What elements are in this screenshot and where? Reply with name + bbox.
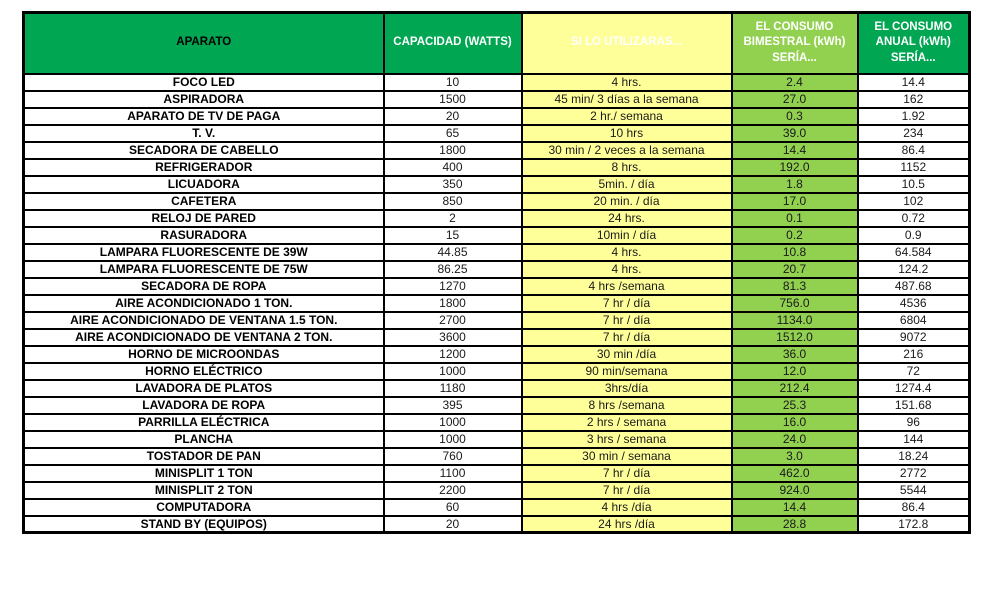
table-row [24, 295, 970, 312]
cell-aparato: LAVADORA DE ROPA [24, 397, 384, 414]
table-row [24, 91, 970, 108]
cell-uso: 4 hrs /semana [522, 278, 732, 295]
appliance-consumption-table [22, 11, 971, 534]
table-row [24, 312, 970, 329]
cell-aparato: MINISPLIT 2 TON [24, 482, 384, 499]
table-row [24, 176, 970, 193]
cell-consumo-bimestral: 81.3 [732, 278, 858, 295]
cell-aparato: COMPUTADORA [24, 499, 384, 516]
table-row [24, 380, 970, 397]
cell-capacidad-watts: 1800 [384, 142, 522, 159]
cell-uso: 3hrs/día [522, 380, 732, 397]
cell-consumo-anual: 162 [858, 91, 970, 108]
cell-consumo-anual: 102 [858, 193, 970, 210]
header-row [24, 13, 970, 74]
cell-consumo-anual: 216 [858, 346, 970, 363]
cell-consumo-anual: 5544 [858, 482, 970, 499]
cell-uso: 7 hr / día [522, 295, 732, 312]
cell-capacidad-watts: 60 [384, 499, 522, 516]
table-row [24, 159, 970, 176]
cell-uso: 5min. / día [522, 176, 732, 193]
cell-uso: 7 hr / día [522, 482, 732, 499]
cell-capacidad-watts: 350 [384, 176, 522, 193]
header-capacidad-watts: CAPACIDAD (WATTS) [384, 13, 522, 74]
cell-capacidad-watts: 1270 [384, 278, 522, 295]
cell-consumo-bimestral: 1134.0 [732, 312, 858, 329]
cell-consumo-bimestral: 12.0 [732, 363, 858, 380]
cell-aparato: STAND BY (EQUIPOS) [24, 516, 384, 533]
cell-aparato: TOSTADOR DE PAN [24, 448, 384, 465]
table-row [24, 329, 970, 346]
cell-uso: 10min / día [522, 227, 732, 244]
cell-consumo-anual: 487.68 [858, 278, 970, 295]
cell-aparato: MINISPLIT 1 TON [24, 465, 384, 482]
cell-capacidad-watts: 1200 [384, 346, 522, 363]
table-row [24, 210, 970, 227]
cell-aparato: LAMPARA FLUORESCENTE DE 75W [24, 261, 384, 278]
table-row [24, 448, 970, 465]
cell-uso: 7 hr / día [522, 312, 732, 329]
cell-consumo-bimestral: 17.0 [732, 193, 858, 210]
cell-capacidad-watts: 20 [384, 108, 522, 125]
cell-aparato: AIRE ACONDICIONADO DE VENTANA 2 TON. [24, 329, 384, 346]
cell-consumo-bimestral: 14.4 [732, 499, 858, 516]
cell-consumo-anual: 124.2 [858, 261, 970, 278]
cell-consumo-bimestral: 0.2 [732, 227, 858, 244]
table-row [24, 142, 970, 159]
cell-consumo-bimestral: 27.0 [732, 91, 858, 108]
table-row [24, 108, 970, 125]
cell-aparato: HORNO ELÉCTRICO [24, 363, 384, 380]
cell-uso: 4 hrs. [522, 261, 732, 278]
cell-consumo-bimestral: 16.0 [732, 414, 858, 431]
cell-capacidad-watts: 1000 [384, 414, 522, 431]
cell-uso: 24 hrs. [522, 210, 732, 227]
cell-capacidad-watts: 86.25 [384, 261, 522, 278]
cell-consumo-bimestral: 756.0 [732, 295, 858, 312]
cell-aparato: CAFETERA [24, 193, 384, 210]
cell-consumo-bimestral: 2.4 [732, 74, 858, 91]
cell-consumo-anual: 86.4 [858, 142, 970, 159]
cell-aparato: RELOJ DE PARED [24, 210, 384, 227]
cell-uso: 20 min. / día [522, 193, 732, 210]
cell-consumo-anual: 234 [858, 125, 970, 142]
cell-uso: 90 min/semana [522, 363, 732, 380]
cell-aparato: LICUADORA [24, 176, 384, 193]
cell-uso: 2 hr./ semana [522, 108, 732, 125]
cell-capacidad-watts: 3600 [384, 329, 522, 346]
cell-consumo-bimestral: 14.4 [732, 142, 858, 159]
header-consumo-anual: EL CONSUMO ANUAL (kWh) SERÍA... [858, 13, 970, 74]
table-row [24, 414, 970, 431]
table-row [24, 125, 970, 142]
cell-consumo-bimestral: 192.0 [732, 159, 858, 176]
table-row [24, 278, 970, 295]
cell-consumo-anual: 1274.4 [858, 380, 970, 397]
cell-capacidad-watts: 1100 [384, 465, 522, 482]
cell-consumo-anual: 144 [858, 431, 970, 448]
cell-uso: 45 min/ 3 días a la semana [522, 91, 732, 108]
cell-capacidad-watts: 44.85 [384, 244, 522, 261]
cell-uso: 7 hr / día [522, 329, 732, 346]
cell-aparato: SECADORA DE ROPA [24, 278, 384, 295]
cell-consumo-anual: 2772 [858, 465, 970, 482]
cell-consumo-anual: 72 [858, 363, 970, 380]
cell-uso: 24 hrs /día [522, 516, 732, 533]
cell-capacidad-watts: 15 [384, 227, 522, 244]
cell-uso: 4 hrs. [522, 74, 732, 91]
table-row [24, 431, 970, 448]
cell-uso: 30 min / semana [522, 448, 732, 465]
cell-consumo-bimestral: 212.4 [732, 380, 858, 397]
cell-aparato: ASPIRADORA [24, 91, 384, 108]
cell-aparato: REFRIGERADOR [24, 159, 384, 176]
cell-capacidad-watts: 2200 [384, 482, 522, 499]
table-row [24, 482, 970, 499]
cell-consumo-bimestral: 1.8 [732, 176, 858, 193]
cell-uso: 4 hrs /día [522, 499, 732, 516]
table-row [24, 397, 970, 414]
cell-aparato: RASURADORA [24, 227, 384, 244]
cell-consumo-bimestral: 0.3 [732, 108, 858, 125]
cell-aparato: FOCO LED [24, 74, 384, 91]
table-row [24, 363, 970, 380]
cell-consumo-bimestral: 1512.0 [732, 329, 858, 346]
cell-consumo-anual: 9072 [858, 329, 970, 346]
cell-aparato: LAVADORA DE PLATOS [24, 380, 384, 397]
appliance-consumption-table-wrap [22, 11, 971, 534]
cell-consumo-anual: 86.4 [858, 499, 970, 516]
cell-capacidad-watts: 1800 [384, 295, 522, 312]
cell-consumo-bimestral: 25.3 [732, 397, 858, 414]
cell-aparato: AIRE ACONDICIONADO DE VENTANA 1.5 TON. [24, 312, 384, 329]
header-si-lo-utilizaras: SI LO UTILIZARAS... [522, 13, 732, 74]
cell-aparato: APARATO DE TV DE PAGA [24, 108, 384, 125]
cell-capacidad-watts: 2 [384, 210, 522, 227]
cell-consumo-anual: 4536 [858, 295, 970, 312]
cell-consumo-bimestral: 20.7 [732, 261, 858, 278]
table-row [24, 516, 970, 533]
table-row [24, 74, 970, 91]
cell-uso: 30 min /día [522, 346, 732, 363]
cell-capacidad-watts: 10 [384, 74, 522, 91]
cell-uso: 3 hrs / semana [522, 431, 732, 448]
cell-consumo-bimestral: 924.0 [732, 482, 858, 499]
cell-consumo-bimestral: 28.8 [732, 516, 858, 533]
table-row [24, 499, 970, 516]
cell-consumo-anual: 151.68 [858, 397, 970, 414]
cell-aparato: HORNO DE MICROONDAS [24, 346, 384, 363]
cell-consumo-anual: 1.92 [858, 108, 970, 125]
cell-capacidad-watts: 65 [384, 125, 522, 142]
table-row [24, 244, 970, 261]
cell-uso: 2 hrs / semana [522, 414, 732, 431]
cell-consumo-anual: 18.24 [858, 448, 970, 465]
cell-aparato: AIRE ACONDICIONADO 1 TON. [24, 295, 384, 312]
cell-consumo-anual: 10.5 [858, 176, 970, 193]
cell-uso: 30 min / 2 veces a la semana [522, 142, 732, 159]
cell-consumo-anual: 172.8 [858, 516, 970, 533]
cell-capacidad-watts: 760 [384, 448, 522, 465]
table-row [24, 193, 970, 210]
cell-capacidad-watts: 850 [384, 193, 522, 210]
table-row [24, 227, 970, 244]
cell-consumo-bimestral: 39.0 [732, 125, 858, 142]
cell-consumo-bimestral: 24.0 [732, 431, 858, 448]
table-row [24, 346, 970, 363]
cell-capacidad-watts: 1180 [384, 380, 522, 397]
header-consumo-bimestral: EL CONSUMO BIMESTRAL (kWh) SERÍA... [732, 13, 858, 74]
table-body [24, 74, 970, 533]
cell-consumo-anual: 64.584 [858, 244, 970, 261]
cell-uso: 4 hrs. [522, 244, 732, 261]
table-row [24, 261, 970, 278]
cell-consumo-bimestral: 462.0 [732, 465, 858, 482]
cell-consumo-anual: 14.4 [858, 74, 970, 91]
cell-aparato: PARRILLA ELÉCTRICA [24, 414, 384, 431]
cell-consumo-bimestral: 3.0 [732, 448, 858, 465]
cell-capacidad-watts: 1500 [384, 91, 522, 108]
cell-uso: 8 hrs /semana [522, 397, 732, 414]
cell-capacidad-watts: 1000 [384, 431, 522, 448]
cell-aparato: T. V. [24, 125, 384, 142]
cell-uso: 7 hr / día [522, 465, 732, 482]
cell-aparato: PLANCHA [24, 431, 384, 448]
cell-capacidad-watts: 395 [384, 397, 522, 414]
cell-uso: 10 hrs [522, 125, 732, 142]
cell-consumo-bimestral: 36.0 [732, 346, 858, 363]
cell-aparato: SECADORA DE CABELLO [24, 142, 384, 159]
cell-consumo-bimestral: 0.1 [732, 210, 858, 227]
cell-aparato: LAMPARA FLUORESCENTE DE 39W [24, 244, 384, 261]
cell-consumo-bimestral: 10.8 [732, 244, 858, 261]
cell-uso: 8 hrs. [522, 159, 732, 176]
cell-consumo-anual: 0.72 [858, 210, 970, 227]
cell-capacidad-watts: 400 [384, 159, 522, 176]
table-row [24, 465, 970, 482]
cell-capacidad-watts: 1000 [384, 363, 522, 380]
cell-capacidad-watts: 20 [384, 516, 522, 533]
cell-consumo-anual: 1152 [858, 159, 970, 176]
cell-consumo-anual: 0.9 [858, 227, 970, 244]
cell-consumo-anual: 6804 [858, 312, 970, 329]
header-aparato: APARATO [24, 13, 384, 74]
cell-capacidad-watts: 2700 [384, 312, 522, 329]
cell-consumo-anual: 96 [858, 414, 970, 431]
